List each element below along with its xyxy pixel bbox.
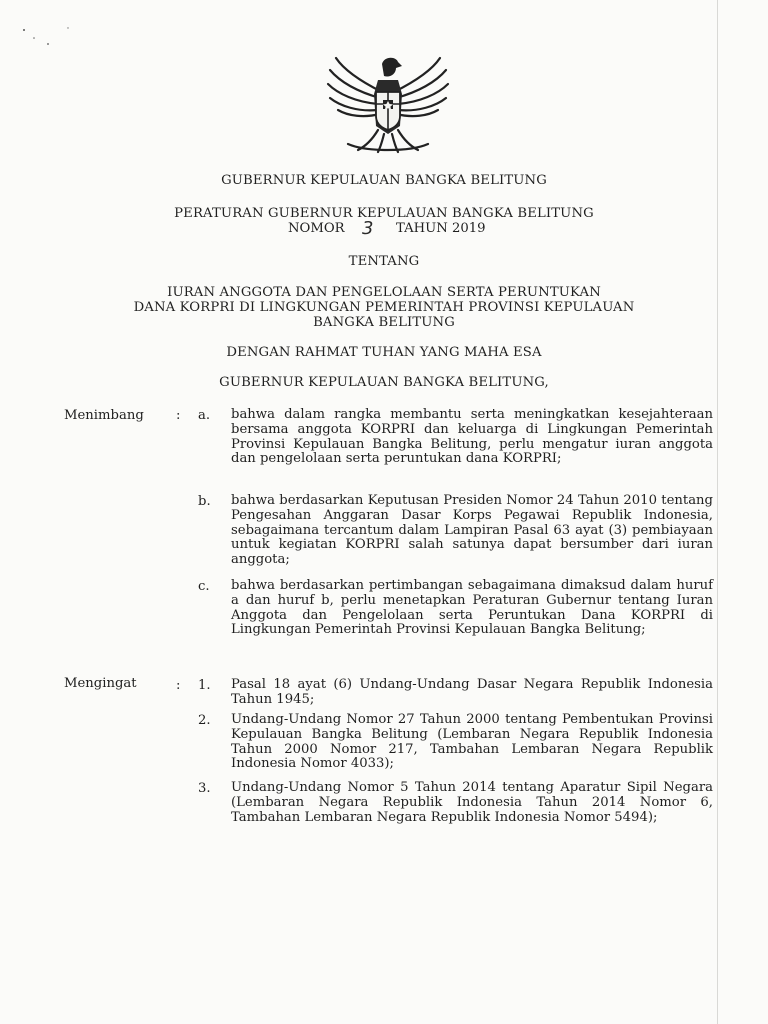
subject-line: IURAN ANGGOTA DAN PENGELOLAAN SERTA PERUNTUKAN <box>167 285 601 300</box>
mengingat-colon: : <box>176 678 181 693</box>
authority-title: GUBERNUR KEPULAUAN BANGKA BELITUNG <box>221 173 547 188</box>
issuer: GUBERNUR KEPULAUAN BANGKA BELITUNG, <box>219 375 549 390</box>
mengingat-label: Mengingat <box>64 676 137 691</box>
nomor-value: 3 <box>362 218 374 239</box>
invocation: DENGAN RAHMAT TUHAN YANG MAHA ESA <box>226 345 542 360</box>
page-edge-line <box>717 0 718 1024</box>
tentang-heading: TENTANG <box>348 254 420 269</box>
menimbang-item-text: bahwa berdasarkan pertimbangan sebagaimana dimaksud dalam huruf a dan huruf b, perlu menetapkan Peraturan Gubernur tentang Iuran Anggota dan Pengelolaan serta Peruntukan Dana KORPRI di Lingkungan Pemerintah Provinsi Kepulauan Bangka Belitung; <box>231 578 713 638</box>
garuda-emblem-icon <box>322 52 454 156</box>
mengingat-item-text: Pasal 18 ayat (6) Undang-Undang Dasar Negara Republik Indonesia Tahun 1945; <box>231 677 713 707</box>
nomor-label: NOMOR <box>288 221 345 236</box>
menimbang-item-marker: c. <box>198 579 210 594</box>
scan-specks <box>20 24 80 54</box>
menimbang-item-marker: a. <box>198 408 211 423</box>
mengingat-item-marker: 1. <box>198 678 211 693</box>
mengingat-item-text: Undang-Undang Nomor 5 Tahun 2014 tentang Aparatur Sipil Negara (Lembaran Negara Republik Indonesia Tahun 2014 Nomor 6, Tambahan Lembaran Negara Republik Indonesia Nomor 5494); <box>231 780 713 825</box>
mengingat-item-marker: 2. <box>198 713 211 728</box>
subject-line: BANGKA BELITUNG <box>313 315 455 330</box>
menimbang-item-text: bahwa dalam rangka membantu serta meningkatkan kesejahteraan bersama anggota KORPRI dan keluarga di Lingkungan Pemerintah Provinsi Kepulauan Bangka Belitung, perlu mengatur iuran anggota dan pengelolaan serta peruntukan dana KORPRI; <box>231 407 713 467</box>
menimbang-colon: : <box>176 408 181 423</box>
mengingat-item-text: Undang-Undang Nomor 27 Tahun 2000 tentang Pembentukan Provinsi Kepulauan Bangka Belitung (Lembaran Negara Republik Indonesia Tahun 2000 Nomor 217, Tambahan Lembaran Negara Republik Indonesia Nomor 4033); <box>231 712 713 772</box>
menimbang-item-marker: b. <box>198 494 211 509</box>
menimbang-item-text: bahwa berdasarkan Keputusan Presiden Nomor 24 Tahun 2010 tentang Pengesahan Anggaran Dasar Korps Pegawai Republik Indonesia, sebagaimana tercantum dalam Lampiran Pasal 63 ayat (3) pembiayaan untuk kegiatan KORPRI salah satunya dapat bersumber dari iuran anggota; <box>231 493 713 568</box>
regulation-number-line <box>0 218 768 243</box>
regulation-type: PERATURAN GUBERNUR KEPULAUAN BANGKA BELITUNG <box>174 206 594 221</box>
subject-line: DANA KORPRI DI LINGKUNGAN PEMERINTAH PROVINSI KEPULAUAN <box>133 300 635 315</box>
mengingat-item-marker: 3. <box>198 781 211 796</box>
menimbang-label: Menimbang <box>64 408 144 423</box>
regulation-year: TAHUN 2019 <box>396 221 486 236</box>
